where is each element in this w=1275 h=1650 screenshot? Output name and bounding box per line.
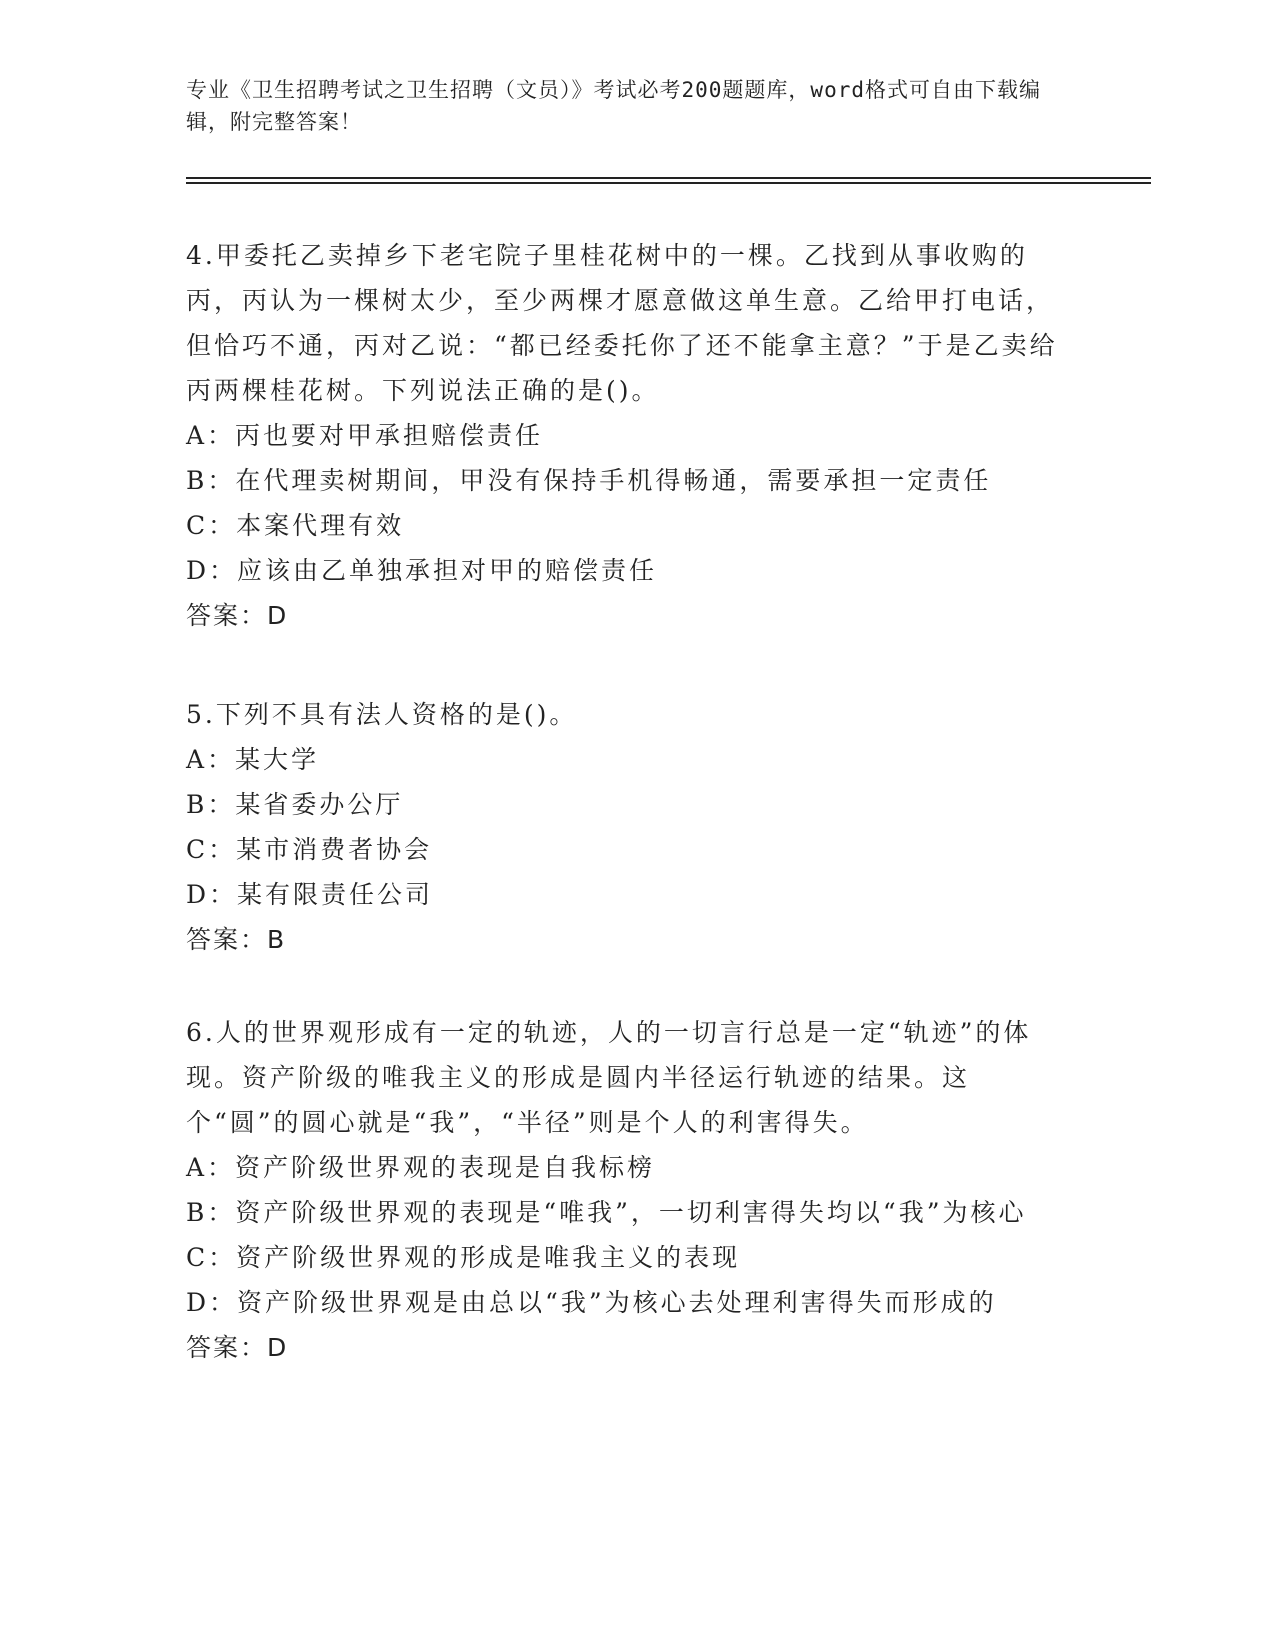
answer-line: 答案：B	[186, 925, 287, 954]
option-b: B：资产阶级世界观的表现是“唯我”，一切利害得失均以“我”为核心	[186, 1198, 1027, 1227]
option-b: B：某省委办公厅	[186, 790, 404, 819]
header-rule-bottom	[186, 182, 1151, 184]
question-4	[186, 233, 1076, 638]
question-stem: 6.人的世界观形成有一定的轨迹，人的一切言行总是一定“轨迹”的体现。资产阶级的唯我主义的形成是圆内半径运行轨迹的结果。这个“圆”的圆心就是“我”，“半径”则是个人的利害得失。	[186, 1018, 1032, 1137]
option-d: D：某有限责任公司	[186, 880, 434, 909]
answer-line: 答案：D	[186, 1333, 289, 1362]
option-d: D：应该由乙单独承担对甲的赔偿责任	[186, 556, 658, 585]
option-d: D：资产阶级世界观是由总以“我”为核心去处理利害得失而形成的	[186, 1288, 997, 1317]
option-a: A：资产阶级世界观的表现是自我标榜	[186, 1153, 656, 1182]
question-stem: 4.甲委托乙卖掉乡下老宅院子里桂花树中的一棵。乙找到从事收购的丙，丙认为一棵树太少，至少两棵才愿意做这单生意。乙给甲打电话，但恰巧不通，丙对乙说：“都已经委托你了还不能拿主意？”于是乙卖给丙两棵桂花树。下列说法正确的是()。	[186, 241, 1058, 405]
question-6	[186, 1010, 1076, 1370]
option-c: C：某市消费者协会	[186, 835, 433, 864]
header-rule-top	[186, 177, 1151, 179]
option-b: B：在代理卖树期间，甲没有保持手机得畅通，需要承担一定责任	[186, 466, 992, 495]
document-header: 专业《卫生招聘考试之卫生招聘（文员）》考试必考200题题库，word格式可自由下载编辑，附完整答案！	[186, 78, 1041, 134]
question-5	[186, 692, 1076, 962]
option-c: C：本案代理有效	[186, 511, 405, 540]
option-a: A：丙也要对甲承担赔偿责任	[186, 421, 544, 450]
question-stem: 5.下列不具有法人资格的是()。	[186, 700, 578, 729]
option-c: C：资产阶级世界观的形成是唯我主义的表现	[186, 1243, 741, 1272]
answer-line: 答案：D	[186, 601, 289, 630]
option-a: A：某大学	[186, 745, 320, 774]
